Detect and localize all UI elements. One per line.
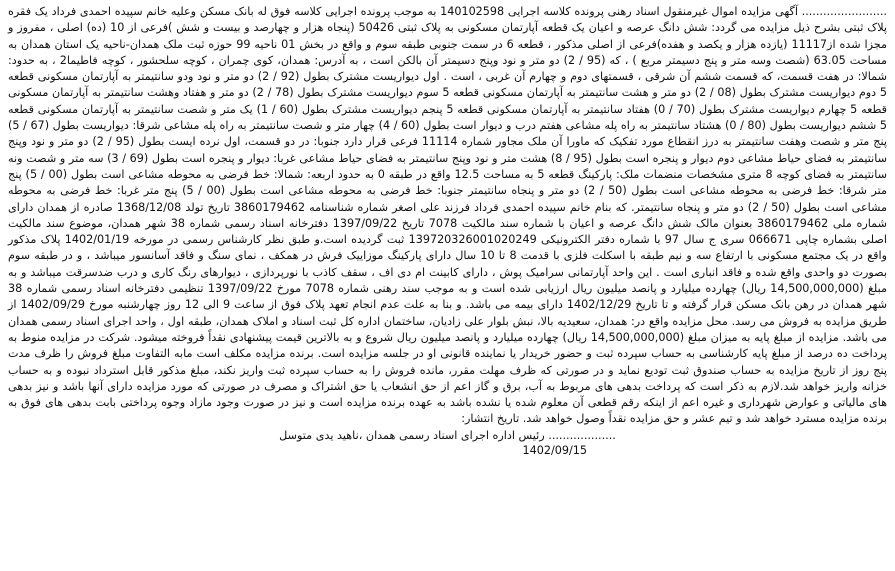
publication-date: 1402/09/15: [522, 443, 587, 457]
signature-line: ................... رئیس اداره اجرای اسناد رسمی همدان ،ناهید یدی متوسل: [279, 428, 616, 442]
auction-notice-body: ........................ آگهی مزایده اموال غیرمنقول اسناد رهنی پرونده کلاسه اجرایی 140102598 به موجب پرونده اجرایی کلاسه فوق له بانک مسکن وعلیه خانم سپیده احمدی فرداد یک فقره پلاک ثبتی بشرح ذیل مزایده می گردد: شش دانگ عرصه و اعیان یک قطعه آپارتمان مسکونی به پلاک ثبتی 50426 (پنجاه هزار و چهارصد و بیست و شش )فرعی از 10 (ده) اصلی ، مفروز و مجزا شده از11117 (یازده هزار و یکصد و هفده)فرعی از اصلی مذکور ، قطعه 6 در سمت جنوبی طبقه سوم و واقع در بخش 01 ناحیه 99 حوزه ثبت ملک همدان-ناحیه یک استان همدان به مساحت 63.05 (شصت وسه متر و پنج دسیمتر مربع ) ، که (95 / 2) دو متر و نود وپنج دسیمتر آن بالکن است ، به آدرس: همدان، کوی چمران ، کوچه سلحشور ، کوچه فاطیما2 ، به حدود: شمالا: در هفت قسمت، که قسمت ششم آن شرقی ، قسمتهای دوم و چهارم آن غربی ، است . اول دیواریست مشترک بطول (92 / 2) دو متر و نود ودو سانتیمتر به آپارتمان مسکونی قطعه 5 دوم دیواریست مشترک بطول (08 / 2) دو متر و هشت سانتیمتر به آپارتمان مسکونی قطعه 5 سوم دیواریست مشترک بطول (78 / 2) دو متر و هفتاد وهشت سانتیمتر به آپارتمان مسکونی قطعه 5 چهارم دیواریست مشترک بطول (70 / 0) هفتاد سانتیمتر به آپارتمان مسکونی قطعه 5 پنجم دیواریست مشترک بطول (60 / 1) یک متر و شصت سانتیمتر به آپارتمان مسکونی قطعه 5 ششم دیواریست بطول (80 / 0) هشتاد سانتیمتر به راه پله مشاعی هفتم درب و دیوار است بطول (60 / 4) چهار متر و شصت سانتیمتر به راه پله مشاعی شرقا: دیواریست بطول (67 / 5) پنج متر و شصت وهفت سانتیمتر به درز انقطاع مورد تفکیک که ماورا آن ملک مجاور شماره 11114 فرعی قرار دارد جنوبا: در دو قسمت، اول نرده ایست بطول (95 / 2) دو متر و نود وپنج سانتیمتر به فضای حیاط مشاعی دوم دیوار و پنجره است بطول (95 / 8) هشت متر و نود وپنج سانتیمتر به فضای حیاط مشاعی غربا: دیوار و پنجره است بطول (69 / 3) سه متر و شصت ونه سانتیمتر به فضای کوچه 8 متری مشخصات منضمات ملک: پارکینگ قطعه 5 به مساحت 12.5 واقع در طبقه 0 به حدود اربعه: شمالا: خط فرضی به محوطه مشاعی است بطول (00 / 5) پنج متر شرقا: خط فرضی به محوطه مشاعی است بطول (50 / 2) دو متر و پنجاه سانتیمتر جنوبا: خط فرضی به محوطه مشاعی است بطول (00 / 5) پنج متر غربا: خط فرضی به محوطه مشاعی است بطول (50 / 2) دو متر و پنجاه سانتیمتر. که بنام خانم سپیده احمدی فرداد فرزند علی اصغر شماره شناسنامه 3860179462 تاریخ تولد 1368/12/08 صادره از همدان دارای شماره ملی 3860179462 بعنوان مالک شش دانگ عرصه و اعیان با شماره سند مالکیت 7078 تاریخ 1397/09/22 دفترخانه اسناد رسمی شماره 38 شهر همدان، موضوع سند مالکیت اصلی بشماره چاپی 066671 سری ج سال 97 با شماره دفتر الکترونیکی 139720326001020249 ثبت گردیده است.و طبق نظر کارشناس رسمی در مورخه 1402/01/19 پلاک مذکور واقع در یک مجتمع مسکونی با ارتفاع سه و نیم طبقه با اسکلت فلزی با قدمت 8 تا 10 سال دارای پارکینگ موزاییک فرش در همکف ، نمای سنگ و فاقد آسانسور میباشد ، و در طبقه سوم بصورت دو واحدی واقع شده و فاقد انباری است . این واحد آپارتمانی سرامیک پوش ، دارای کابینت ام دی اف ، سقف کاذب با نورپردازی ، دیوارهای رنگ کاری و درب ضدسرقت میباشد و به مبلغ (14,500,000,000 ریال) چهارده میلیارد و پانصد میلیون ریال ارزیابی شده است و به موجب سند رهنی شماره 7078 مورخ 1397/09/22 تنظیمی دفترخانه اسناد رسمی شماره 38 شهر همدان در رهن بانک مسکن قرار گرفته و تا تاریخ 1402/12/29 دارای بیمه می باشد. و بنا به علت عدم انجام تعهد پلاک فوق از ساعت 9 الی 12 روز چهارشنبه مورخ 1402/09/29 از طریق مزایده به فروش می رسد. محل مزایده واقع در: همدان، سعیدیه بالا، نبش بلوار علی زادیان، ساختمان اداره کل ثبت اسناد و املاک همدان، طبقه اول ، واحد اجرای اسناد رسمی همدان می باشد. مزایده از مبلغ پایه به میزان مبلغ (14,500,000,000 ریال) چهارده میلیارد و پانصد میلیون ریال شروع و به بالاترین قیمت پیشنهادی نقداً فروخته میشود. شرکت در مزایده منوط به پرداخت ده درصد از مبلغ پایه کارشناسی به حساب سپرده ثبت و حضور خریدار یا نماینده قانونی او در جلسه مزایده است. برنده مزایده مکلف است مابه التفاوت مبلغ فروش را ظرف مدت پنج روز از تاریخ مزایده به حساب صندوق ثبت تودیع نماید و در صورتی که ظرف مهلت مقرر، مانده فروش را به حساب سپرده ثبت واریز نکند، مبلغ مذکور قابل استرداد نبوده و به حساب خزانه واریز خواهد شد.لازم به ذکر است که پرداخت بدهی های مربوط به آب، برق و گاز اعم از حق انشعاب یا حق اشتراک و مصرف در صورتی که مورد مزایده دارای آنها باشد و نیز بدهی های مالیاتی و عوارض شهرداری و غیره اعم از اینکه رقم قطعی آن معلوم شده یا نشده باشد به عهده برنده مزایده است و نیز در صورت وجود مازاد وجوه پرداختی بابت بدهی های فوق به برنده مزایده مسترد خواهد شد و تیم عشر و حق مزایده نقداً وصول خواهد شد. تاریخ انتشار:: [8, 5, 888, 426]
